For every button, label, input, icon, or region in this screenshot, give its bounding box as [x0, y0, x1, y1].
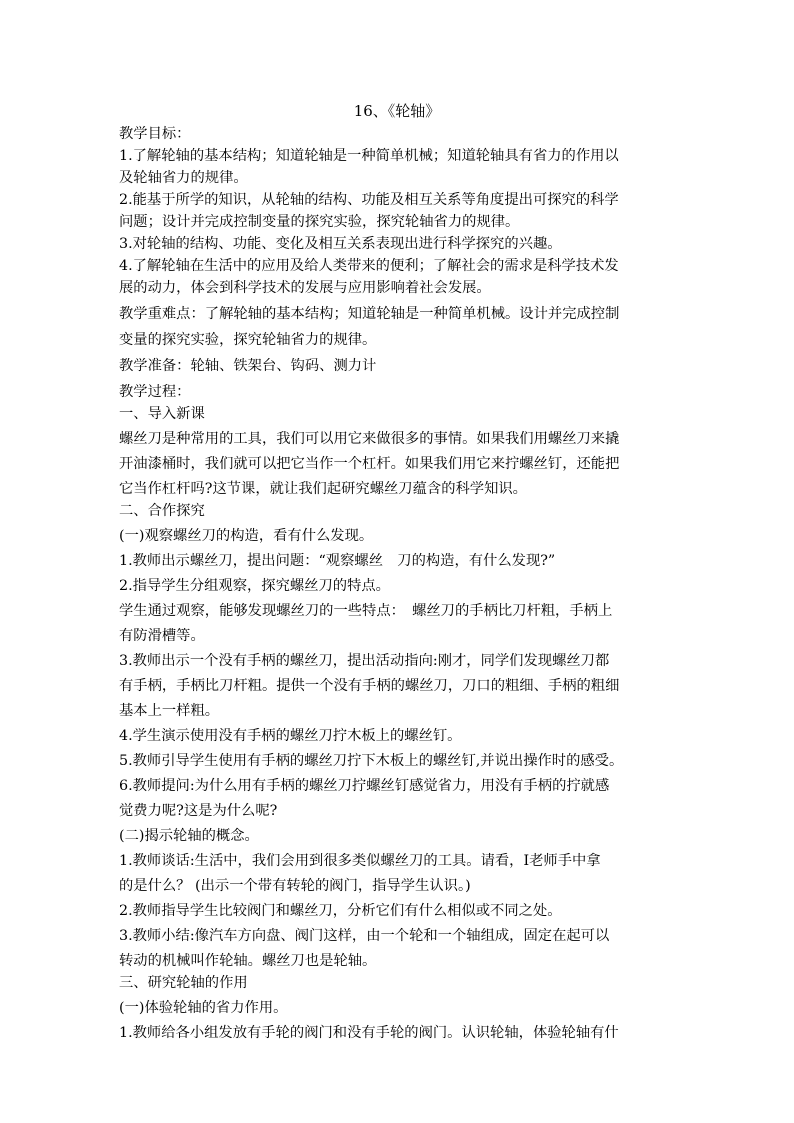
text-line: 学生通过观察，能够发现螺丝刀的一些特点： 螺丝刀的手柄比刀杆粗，手柄上	[119, 603, 613, 619]
text-line: 的是什么？ (出示一个带有转轮的阀门，指导学生认识。)	[119, 878, 471, 894]
text-line: 6.教师提问:为什么用有手柄的螺丝刀拧螺丝钉感觉省力，用没有手柄的拧就感	[119, 778, 610, 794]
text-line: 3.教师出示一个没有手柄的螺丝刀，提出活动指向:刚才，同学们发现螺丝刀都	[119, 653, 610, 669]
text-line: 3.教师小结:像汽车方向盘、阀门这样，由一个轮和一个轴组成，固定在起可以	[119, 928, 610, 944]
text-line: 4.了解轮轴在生活中的应用及给人类带来的便利；了解社会的需求是科学技术发	[119, 258, 619, 274]
text-line: 觉费力呢?这是为什么呢?	[119, 803, 278, 819]
text-line: 及轮轴省力的规律。	[119, 170, 248, 186]
text-line: 开油漆桶时，我们就可以把它当作一个杠杆。如果我们用它来拧螺丝钉，还能把	[119, 456, 620, 472]
text-line: (一)体验轮轴的省力作用。	[119, 1000, 288, 1016]
text-line: 教学目标：	[119, 126, 191, 142]
text-line: 教学重难点：了解轮轴的基本结构；知道轮轴是一种简单机械。设计并完成控制	[119, 306, 620, 322]
text-line: 它当作杠杆吗?这节课，就让我们起研究螺丝刀蕴含的科学知识。	[119, 481, 527, 497]
text-line: 4.学生演示使用没有手柄的螺丝刀拧木板上的螺丝钉。	[119, 728, 462, 744]
text-line: 1.教师谈话:生活中，我们会用到很多类似螺丝刀的工具。请看，I老师手中拿	[119, 853, 601, 869]
text-line: 1.了解轮轴的基本结构；知道轮轴是一种简单机械；知道轮轴具有省力的作用以	[119, 148, 619, 164]
text-line: 1.教师给各小组发放有手轮的阀门和没有手轮的阀门。认识轮轴，体验轮轴有什	[119, 1025, 619, 1041]
text-line: 教学准备：轮轴、铁架台、钩码、测力计	[119, 358, 377, 374]
text-line: (二)揭示轮轴的概念。	[119, 828, 259, 844]
text-line: 2.教师指导学生比较阀门和螺丝刀，分析它们有什么相似或不同之处。	[119, 903, 562, 919]
text-line: 教学过程：	[119, 384, 191, 400]
text-line: 有防滑槽等。	[119, 628, 205, 644]
text-line: 2.指导学生分组观察，探究螺丝刀的特点。	[119, 578, 390, 594]
text-line: 5.教师引导学生使用有手柄的螺丝刀拧下木板上的螺丝钉,并说出操作时的感受。	[119, 753, 624, 769]
text-line: 二、合作探究	[119, 503, 205, 519]
text-line: 三、研究轮轴的作用	[119, 975, 248, 991]
text-line: 转动的机械叫作轮轴。螺丝刀也是轮轴。	[119, 953, 377, 969]
text-line: 变量的探究实验，探究轮轴省力的规律。	[119, 332, 377, 348]
text-line: 展的动力，体会到科学技术的发展与应用影响着社会发展。	[119, 280, 491, 296]
document-title: 16、《轮轴》	[353, 102, 441, 120]
text-line: 2.能基于所学的知识，从轮轴的结构、功能及相互关系等角度提出可探究的科学	[119, 192, 619, 208]
text-line: 有手柄，手柄比刀杆粗。提供一个没有手柄的螺丝刀，刀口的粗细、手柄的粗细	[119, 678, 620, 694]
text-line: 基本上一样粗。	[119, 703, 220, 719]
text-line: 3.对轮轴的结构、功能、变化及相互关系表现出进行科学探究的兴趣。	[119, 236, 562, 252]
text-line: 一、导入新课	[119, 406, 205, 422]
document-body	[119, 123, 683, 1044]
text-line: 问题；设计并完成控制变量的探究实验，探究轮轴省力的规律。	[119, 214, 520, 230]
text-line: (一)观察螺丝刀的构造，看有什么发现。	[119, 528, 374, 544]
text-line: 1.教师出示螺丝刀，提出问题：“观察螺丝 刀的构造，有什么发现?”	[119, 553, 556, 569]
text-line: 螺丝刀是种常用的工具，我们可以用它来做很多的事情。如果我们用螺丝刀来撬	[119, 431, 620, 447]
